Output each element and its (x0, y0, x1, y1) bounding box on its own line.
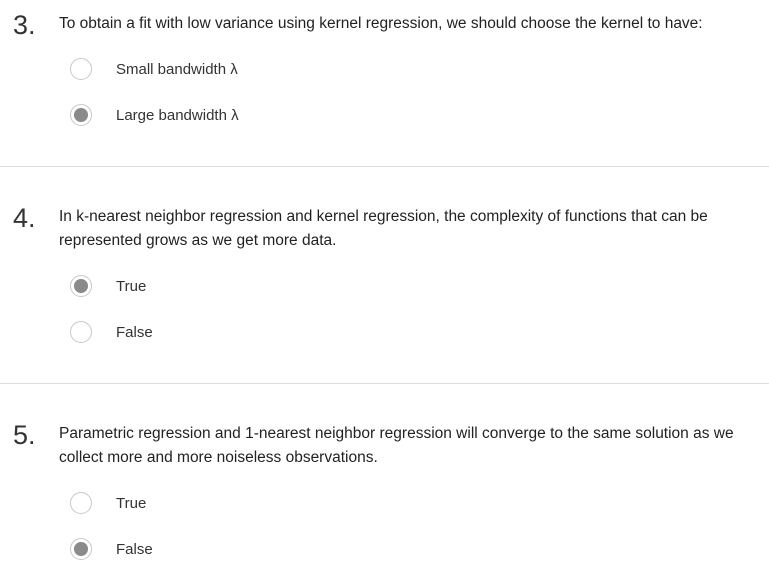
option-label: False (116, 323, 153, 341)
question-text: Parametric regression and 1-nearest neighbor regression will converge to the same solution as we collect more and more noiseless observations. (59, 425, 734, 466)
question-number: 3. (13, 10, 36, 40)
radio-button-selected[interactable] (70, 104, 92, 126)
option-false[interactable] (70, 536, 153, 562)
question-number: 4. (13, 203, 36, 233)
radio-button[interactable] (70, 492, 92, 514)
radio-button-selected[interactable] (70, 538, 92, 560)
option-false[interactable] (70, 319, 153, 345)
question-text: In k-nearest neighbor regression and kernel regression, the complexity of functions that can be represented grows as we get more data. (59, 208, 708, 249)
question-divider (0, 383, 769, 384)
option-true[interactable] (70, 273, 146, 299)
option-label: Small bandwidth λ (116, 60, 238, 78)
radio-button-selected[interactable] (70, 275, 92, 297)
option-label: False (116, 540, 153, 558)
option-true[interactable] (70, 490, 146, 516)
radio-button[interactable] (70, 321, 92, 343)
question-text: To obtain a fit with low variance using kernel regression, we should choose the kernel to have: (59, 15, 703, 32)
option-large-bandwidth[interactable] (70, 102, 239, 128)
option-label: Large bandwidth λ (116, 106, 239, 124)
option-label: True (116, 277, 147, 295)
radio-button[interactable] (70, 58, 92, 80)
question-number: 5. (13, 420, 36, 450)
option-small-bandwidth[interactable] (70, 56, 238, 82)
question-divider (0, 166, 769, 167)
option-label: True (116, 494, 147, 512)
